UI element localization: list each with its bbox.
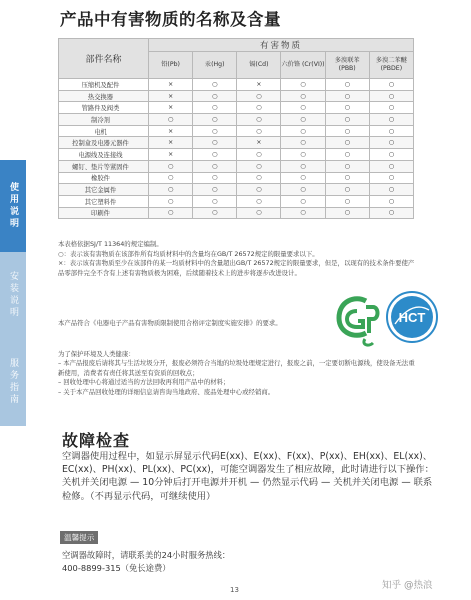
- substance-mark-cell: ○: [237, 172, 281, 184]
- substance-mark-cell: ○: [193, 160, 237, 172]
- fault-check-body: [62, 450, 437, 503]
- substance-mark-cell: ○: [281, 160, 325, 172]
- substance-mark-cell: ○: [369, 149, 413, 161]
- service-hotline: [62, 549, 230, 575]
- table-row: [59, 125, 414, 137]
- substance-mark-cell: ×: [149, 90, 193, 102]
- part-name-header: 部件名称: [59, 39, 149, 79]
- substance-mark-cell: ○: [193, 184, 237, 196]
- fault-paragraph: 空调器使用过程中，如显示屏显示代码E(xx)、E(xx)、F(xx)、P(xx)、EH(xx)、EL(xx)、EC(xx)、PH(xx)、PL(xx)、PC(xx)，可能空调器发生了相应故障，此时请进行以下操作：: [62, 451, 434, 476]
- substance-mark-cell: ○: [281, 184, 325, 196]
- substance-mark-cell: ○: [149, 207, 193, 219]
- substance-mark-cell: ○: [193, 79, 237, 91]
- substance-mark-cell: ○: [193, 137, 237, 149]
- env-line: 为了保护环境及人类健康：: [58, 350, 135, 358]
- substance-mark-cell: ○: [281, 195, 325, 207]
- substance-mark-cell: ○: [369, 160, 413, 172]
- substance-header: 铅(Pb): [149, 52, 193, 79]
- side-tab-install[interactable]: 安装说明: [0, 252, 26, 338]
- substance-mark-cell: ○: [281, 90, 325, 102]
- substance-mark-cell: ○: [325, 195, 369, 207]
- table-row: [59, 172, 414, 184]
- substance-mark-cell: ○: [325, 90, 369, 102]
- substance-mark-cell: ○: [193, 172, 237, 184]
- substance-mark-cell: ○: [325, 184, 369, 196]
- substance-mark-cell: ○: [281, 207, 325, 219]
- table-row: [59, 90, 414, 102]
- substance-mark-cell: ×: [237, 79, 281, 91]
- substance-mark-cell: ○: [369, 90, 413, 102]
- part-name-cell: 压缩机及配件: [59, 79, 149, 91]
- certification-statement: 本产品符合《电器电子产品有害物质限制使用合格评定制度实施安排》的要求。: [58, 319, 282, 327]
- note-line: ×：表示该有害物质至少在该部件的某一均质材料中的含量超出GB/T 26572规定的限量要求，但是，以现有的技术条件要使产品零部件完全不含有上述有害物质极为困难，后续随着技术上的进步将逐步改进设计。: [58, 259, 415, 277]
- side-tab-service[interactable]: 服务指南: [0, 338, 26, 426]
- table-row: [59, 137, 414, 149]
- hct-logo-text: HCT: [398, 310, 426, 325]
- note-line: ○：表示该有害物质在该部件所有均质材料中的含量均在GB/T 26572规定的限量要求以下。: [58, 249, 319, 258]
- substance-mark-cell: ○: [325, 79, 369, 91]
- part-name-cell: 控制盒及电器元器件: [59, 137, 149, 149]
- part-name-cell: 其它塑料件: [59, 195, 149, 207]
- part-name-cell: 管路件及阀类: [59, 102, 149, 114]
- page-number: 13: [230, 586, 239, 594]
- substance-mark-cell: ○: [193, 149, 237, 161]
- substance-mark-cell: ○: [281, 149, 325, 161]
- substance-mark-cell: ○: [193, 90, 237, 102]
- part-name-cell: 电源线及连接线: [59, 149, 149, 161]
- side-tabs: [0, 160, 26, 426]
- substance-header: 多溴二苯醚 (PBDE): [369, 52, 413, 79]
- substance-mark-cell: ○: [369, 114, 413, 126]
- substance-mark-cell: ×: [149, 125, 193, 137]
- page-title: 产品中有害物质的名称及含量: [60, 10, 281, 29]
- hotline-number: 400-8899-315（免长途费）: [62, 563, 171, 573]
- substance-mark-cell: ○: [325, 102, 369, 114]
- env-line: – 回收处理中心将通过适当的方法回收再利用产品中的材料；: [58, 378, 230, 387]
- substance-mark-cell: ○: [237, 125, 281, 137]
- substance-mark-cell: ×: [149, 149, 193, 161]
- substance-mark-cell: ○: [237, 102, 281, 114]
- substance-mark-cell: ○: [149, 184, 193, 196]
- part-name-cell: 螺钉、垫片等紧固件: [59, 160, 149, 172]
- substance-mark-cell: ○: [237, 195, 281, 207]
- hct-certification-logo: [385, 290, 439, 344]
- substance-mark-cell: ○: [369, 184, 413, 196]
- substance-mark-cell: ○: [369, 207, 413, 219]
- table-notes: [58, 240, 420, 278]
- table-row: [59, 102, 414, 114]
- substance-mark-cell: ○: [281, 79, 325, 91]
- fault-paragraph: 关机并关闭电源 — 10分钟后打开电源并开机 — 仍然显示代码 — 关机并关闭电源 — 联系检修。（不再显示代码，可继续使用）: [62, 477, 433, 502]
- substance-mark-cell: ○: [369, 102, 413, 114]
- substance-mark-cell: ○: [237, 149, 281, 161]
- substance-header: 镉(Cd): [237, 52, 281, 79]
- table-row: [59, 195, 414, 207]
- substance-mark-cell: ○: [325, 207, 369, 219]
- part-name-cell: 橡胶件: [59, 172, 149, 184]
- substance-mark-cell: ○: [369, 79, 413, 91]
- substance-mark-cell: ○: [193, 125, 237, 137]
- table-row: [59, 149, 414, 161]
- substance-mark-cell: ○: [237, 184, 281, 196]
- substance-mark-cell: ○: [325, 137, 369, 149]
- table-row: [59, 114, 414, 126]
- cqc-certification-logo: [335, 293, 381, 351]
- substance-header: 汞(Hg): [193, 52, 237, 79]
- substance-mark-cell: ○: [325, 160, 369, 172]
- substance-mark-cell: ○: [193, 207, 237, 219]
- substance-mark-cell: ○: [325, 172, 369, 184]
- substance-mark-cell: ○: [149, 195, 193, 207]
- note-line: 本表格依据SJ/T 11364的规定编制。: [58, 240, 163, 248]
- substance-mark-cell: ×: [237, 137, 281, 149]
- table-row: [59, 207, 414, 219]
- hazard-substance-table: [58, 38, 414, 219]
- environment-protection-notes: [58, 350, 420, 397]
- substance-mark-cell: ×: [149, 102, 193, 114]
- side-tab-usage[interactable]: 使用说明: [0, 160, 26, 252]
- substance-mark-cell: ○: [193, 114, 237, 126]
- hotline-intro: 空调器故障时，请联系美的24小时服务热线：: [62, 550, 231, 560]
- substance-header: 多溴联苯 (PBB): [325, 52, 369, 79]
- env-line: – 关于本产品回收处理的详细信息请咨询当地政府、废品处理中心或经销商。: [58, 387, 275, 396]
- part-name-cell: 制冷剂: [59, 114, 149, 126]
- substance-mark-cell: ○: [237, 114, 281, 126]
- substance-mark-cell: ○: [281, 102, 325, 114]
- env-line: – 本产品报废后请将其与生活垃圾分开，报废必须符合当地的垃圾处理规定进行，报废之前，一定要切断电源线，使设备无法重新使用，消费者有责任将其送至有资质的回收点；: [58, 359, 415, 377]
- substance-header: 六价铬 (Cr(VI)): [281, 52, 325, 79]
- table-row: [59, 160, 414, 172]
- substance-mark-cell: ○: [237, 90, 281, 102]
- zhihu-watermark: 知乎 @热浪: [382, 580, 433, 591]
- table-row: [59, 79, 414, 91]
- substance-mark-cell: ○: [149, 114, 193, 126]
- substance-mark-cell: ○: [369, 172, 413, 184]
- table-row: [59, 184, 414, 196]
- substance-mark-cell: ×: [149, 137, 193, 149]
- substance-mark-cell: ○: [281, 125, 325, 137]
- part-name-cell: 电机: [59, 125, 149, 137]
- substance-mark-cell: ○: [325, 149, 369, 161]
- substance-mark-cell: ○: [237, 160, 281, 172]
- substance-mark-cell: ○: [281, 137, 325, 149]
- substance-mark-cell: ○: [325, 125, 369, 137]
- substance-mark-cell: ○: [369, 137, 413, 149]
- part-name-cell: 其它金属件: [59, 184, 149, 196]
- substance-mark-cell: ×: [149, 79, 193, 91]
- substance-mark-cell: ○: [325, 114, 369, 126]
- substance-mark-cell: ○: [149, 160, 193, 172]
- substance-group-header: 有害物质: [149, 39, 414, 52]
- substance-mark-cell: ○: [369, 195, 413, 207]
- substance-mark-cell: ○: [149, 172, 193, 184]
- substance-mark-cell: ○: [281, 114, 325, 126]
- fault-check-title: 故障检查: [62, 431, 131, 450]
- part-name-cell: 印刷件: [59, 207, 149, 219]
- substance-mark-cell: ○: [193, 195, 237, 207]
- substance-mark-cell: ○: [369, 125, 413, 137]
- part-name-cell: 热交换器: [59, 90, 149, 102]
- tip-badge: 温馨提示: [60, 531, 98, 544]
- substance-mark-cell: ○: [237, 207, 281, 219]
- substance-mark-cell: ○: [281, 172, 325, 184]
- substance-mark-cell: ○: [193, 102, 237, 114]
